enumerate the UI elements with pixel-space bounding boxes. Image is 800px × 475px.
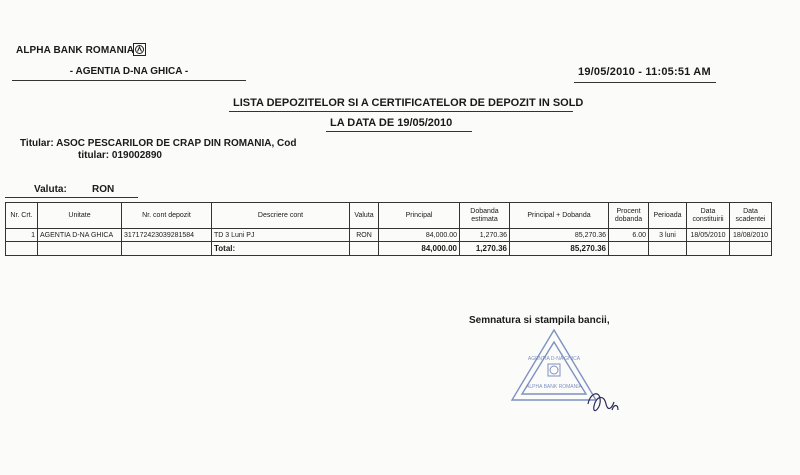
cell-dobanda: 1,270.36 [460, 229, 510, 242]
stamp-logo-icon [548, 364, 560, 376]
cell-cont: 317172423039281584 [122, 229, 212, 242]
total-empty-cell [6, 242, 38, 256]
report-title: LISTA DEPOZITELOR SI A CERTIFICATELOR DE DEPOZIT IN SOLD [233, 97, 584, 109]
table-row [6, 229, 772, 242]
bank-name: ALPHA BANK ROMANIA [16, 45, 135, 56]
currency-value: RON [92, 184, 115, 195]
total-empty-cell [38, 242, 122, 256]
col-header-data-scadentei: Data scadentei [730, 203, 772, 229]
alpha-bank-logo-icon [133, 43, 146, 56]
cell-unitate: AGENTIA D-NA GHICA [38, 229, 122, 242]
col-header-perioada: Perioada [649, 203, 687, 229]
holder-line-1: Titular: ASOC PESCARILOR DE CRAP DIN ROMANIA, Cod [20, 138, 297, 149]
total-principal-dobanda: 85,270.36 [510, 242, 609, 256]
table-total-row [6, 242, 772, 256]
stamp-text-bottom: ALPHA BANK ROMANIA [526, 384, 582, 390]
bank-stamp-and-signature [508, 324, 648, 424]
report-subtitle: LA DATA DE 19/05/2010 [330, 117, 453, 129]
cell-descriere: TD 3 Luni PJ [212, 229, 350, 242]
total-label: Total: [212, 242, 350, 256]
col-header-valuta: Valuta [350, 203, 379, 229]
cell-valuta: RON [350, 229, 379, 242]
currency-underline [5, 197, 138, 198]
stamp-text-top: AGENTIA D-NA GHICA [527, 356, 581, 362]
deposits-table [5, 202, 772, 256]
total-empty-cell [122, 242, 212, 256]
signature-label: Semnatura si stampila bancii, [469, 315, 610, 326]
col-header-principal-dobanda: Principal + Dobanda [510, 203, 609, 229]
col-header-procent: Procent dobanda [609, 203, 649, 229]
subtitle-underline [326, 131, 472, 132]
title-underline [229, 111, 573, 112]
col-header-nr: Nr. Crt. [6, 203, 38, 229]
total-empty-cell [730, 242, 772, 256]
total-dobanda: 1,270.36 [460, 242, 510, 256]
currency-label: Valuta: [34, 184, 67, 195]
datetime-underline [574, 82, 716, 83]
col-header-cont: Nr. cont depozit [122, 203, 212, 229]
handwritten-signature [588, 394, 618, 411]
report-datetime: 19/05/2010 - 11:05:51 AM [578, 66, 711, 78]
agency-name: - AGENTIA D-NA GHICA - [12, 66, 246, 81]
col-header-dobanda: Dobanda estimata [460, 203, 510, 229]
cell-nr: 1 [6, 229, 38, 242]
cell-perioada: 3 luni [649, 229, 687, 242]
total-principal: 84,000.00 [379, 242, 460, 256]
total-empty-cell [687, 242, 730, 256]
col-header-descriere: Descriere cont [212, 203, 350, 229]
col-header-principal: Principal [379, 203, 460, 229]
holder-line-2: titular: 019002890 [78, 150, 162, 161]
cell-principal: 84,000.00 [379, 229, 460, 242]
cell-principal-dobanda: 85,270.36 [510, 229, 609, 242]
col-header-data-constituirii: Data constituirii [687, 203, 730, 229]
total-empty-cell [350, 242, 379, 256]
cell-data-constituirii: 18/05/2010 [687, 229, 730, 242]
col-header-unitate: Unitate [38, 203, 122, 229]
table-header-row [6, 203, 772, 229]
cell-data-scadentei: 18/08/2010 [730, 229, 772, 242]
total-empty-cell [609, 242, 649, 256]
total-empty-cell [649, 242, 687, 256]
cell-procent: 6.00 [609, 229, 649, 242]
